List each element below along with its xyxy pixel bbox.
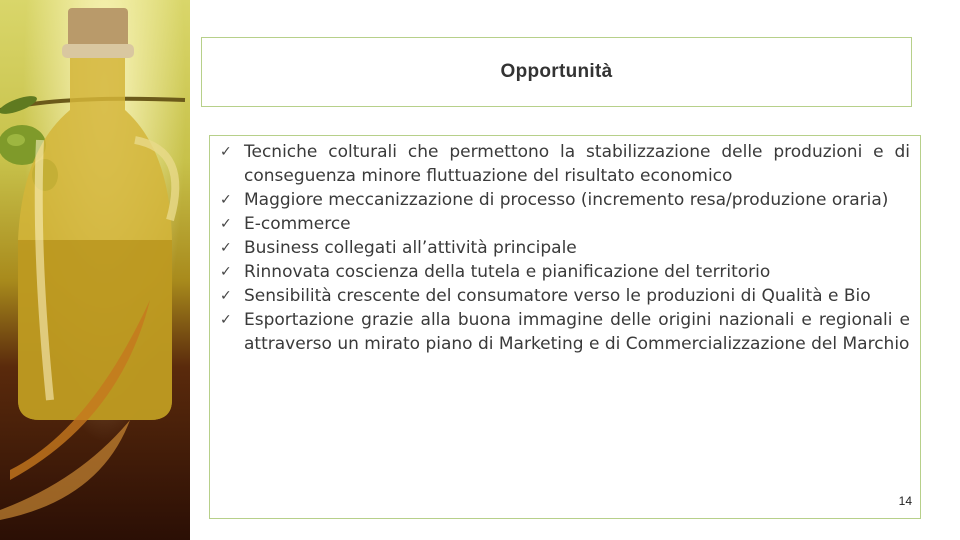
list-item: ✓ Esportazione grazie alla buona immagine delle origini nazionali e regionali e attraverso un mirato piano di Marketing e di Commercializzazione del Marchio (220, 310, 910, 354)
bullet-list (220, 140, 910, 356)
olive-oil-bottle-image (0, 0, 190, 540)
list-item: ✓ Sensibilità crescente del consumatore verso le produzioni di Qualità e Bio (220, 286, 871, 306)
content-box (209, 135, 921, 519)
checkmark-icon: ✓ (220, 192, 232, 208)
checkmark-icon: ✓ (220, 240, 232, 256)
page-number: 14 (898, 494, 912, 508)
list-item: ✓ Tecniche colturali che permettono la stabilizzazione delle produzioni e di conseguenza minore fluttuazione del risultato economico (220, 142, 910, 186)
list-item: ✓ Business collegati all’attività principale (220, 238, 577, 258)
checkmark-icon: ✓ (220, 216, 232, 232)
checkmark-icon: ✓ (220, 312, 232, 328)
list-item: ✓ E-commerce (220, 214, 351, 234)
list-item: ✓ Rinnovata coscienza della tutela e pianificazione del territorio (220, 262, 771, 282)
list-item: ✓ Maggiore meccanizzazione di processo (incremento resa/produzione oraria) (220, 190, 889, 210)
checkmark-icon: ✓ (220, 144, 232, 160)
checkmark-icon: ✓ (220, 288, 232, 304)
slide-title: Opportunità (500, 61, 613, 82)
title-box (201, 37, 912, 107)
checkmark-icon: ✓ (220, 264, 232, 280)
